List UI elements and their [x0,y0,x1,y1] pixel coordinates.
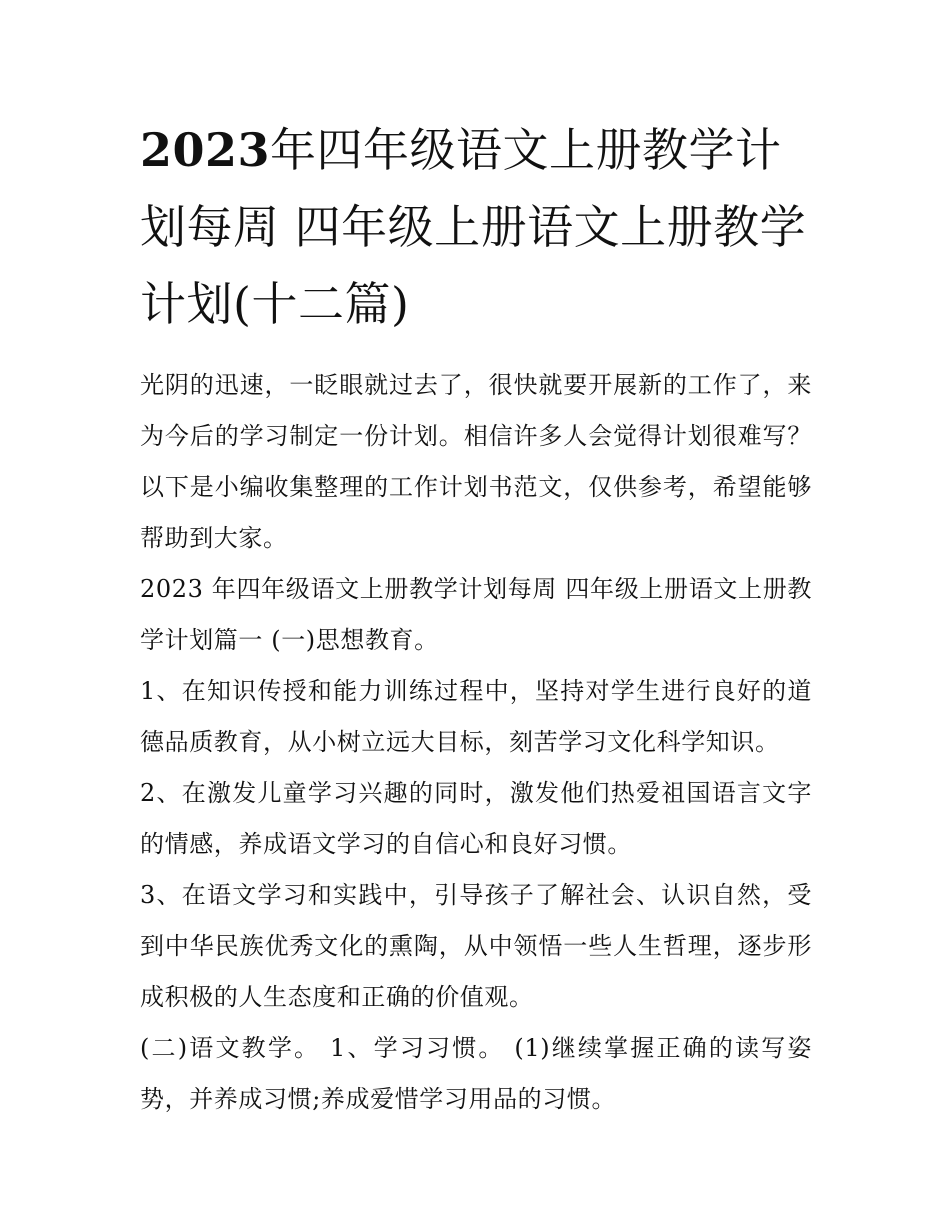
paragraph-item-2: 2、在激发儿童学习兴趣的同时，激发他们热爱祖国语言文字的情感，养成语文学习的自信心和良好习惯。 [140,779,812,858]
paragraph-item-1: 1、在知识传授和能力训练过程中，坚持对学生进行良好的道德品质教育，从小树立远大目标，刻苦学习文化科学知识。 [140,677,812,756]
title-year: 2023 [140,123,271,177]
paragraph-intro: 光阴的迅速，一眨眼就过去了，很快就要开展新的工作了，来为今后的学习制定一份计划。相信许多人会觉得计划很难写？以下是小编收集整理的工作计划书范文，仅供参考，希望能够帮助到大家。 [140,371,812,552]
paragraph-section-2: (二)语文教学。 1、学习习惯。 (1)继续掌握正确的读写姿势，并养成习惯;养成爱惜学习用品的习惯。 [140,1034,812,1113]
document-page [140,112,812,1125]
title-text: 年四年级语文上册教学计划每周 四年级上册语文上册教学计划(十二篇) [140,123,807,331]
paragraph-item-3: 3、在语文学习和实践中，引导孩子了解社会、认识自然，受到中华民族优秀文化的熏陶，从中领悟一些人生哲理，逐步形成积极的人生态度和正确的价值观。 [140,881,812,1011]
document-title [140,112,812,343]
paragraph-section-heading: 2023 年四年级语文上册教学计划每周 四年级上册语文上册教学计划篇一 (一)思想教育。 [140,575,812,654]
